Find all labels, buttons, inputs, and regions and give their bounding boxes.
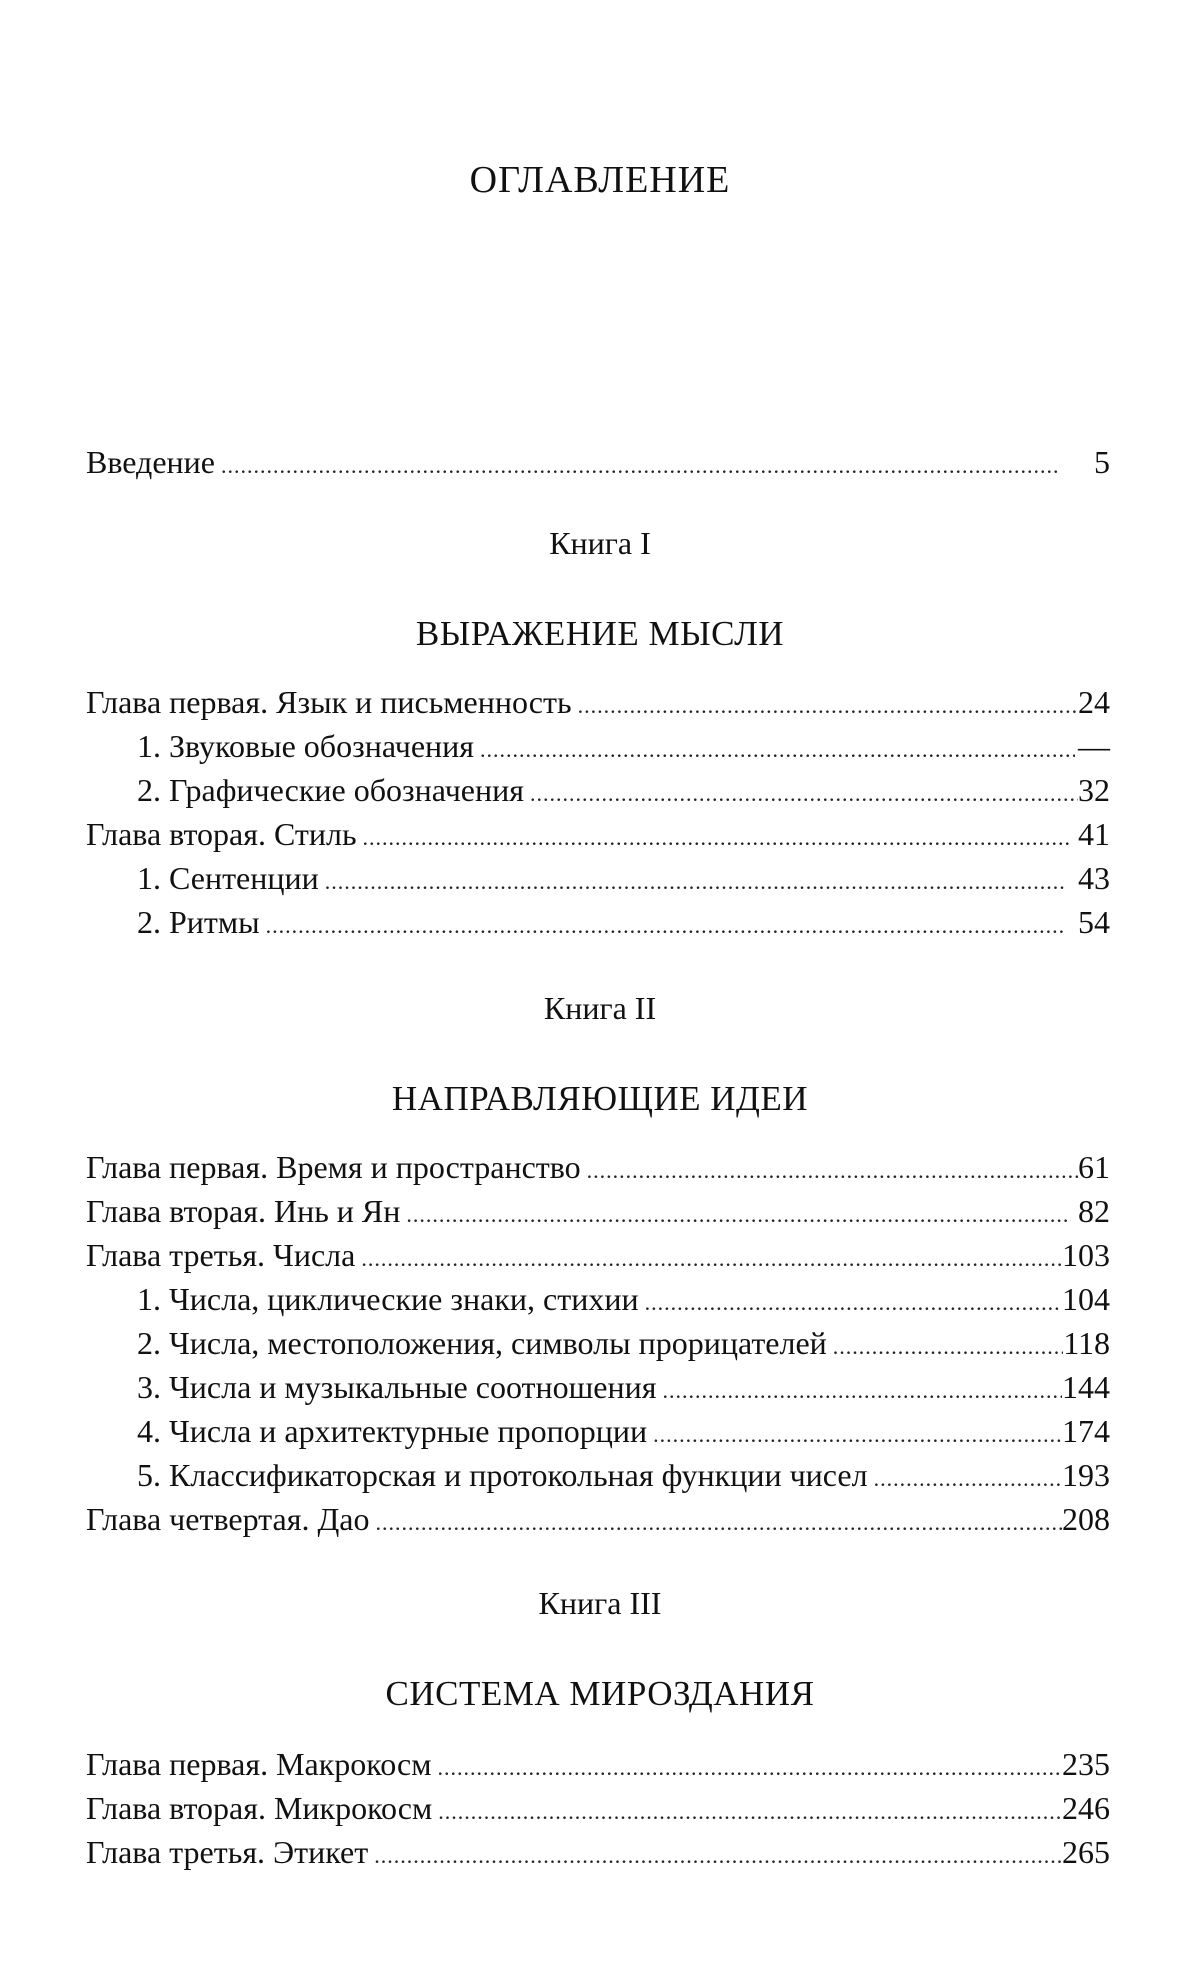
toc-page-number: 82 [1078,1193,1110,1229]
dot-leader [480,728,1075,772]
toc-entry[interactable] [0,1409,1200,1453]
toc-entry[interactable] [0,1786,1200,1830]
toc-page-number: 235 [1062,1746,1110,1782]
dot-leader [363,816,1069,860]
toc-page-number: 246 [1062,1790,1110,1826]
toc-page-number: 61 [1078,1149,1110,1185]
book-3-header [0,1585,1200,1714]
toc-entry-text: 4. Числа и архитектурные пропорции [137,1413,648,1449]
toc-page-number: 32 [1078,772,1110,808]
intro-entry-block [0,440,1200,484]
toc-entry[interactable] [0,768,1200,812]
page-title: ОГЛАВЛЕНИЕ [469,159,731,201]
toc-entry[interactable] [0,1321,1200,1365]
dot-leader [645,1281,1062,1325]
toc-page-number: 193 [1062,1457,1110,1493]
toc-entry-text: 3. Числа и музыкальные соотношения [137,1369,657,1405]
book-label: Книга III [538,1585,662,1621]
toc-page-number: — [1078,728,1110,764]
toc-entry[interactable] [0,1453,1200,1497]
toc-entry[interactable] [0,1233,1200,1277]
dot-leader [375,1501,1062,1545]
book-2-header [0,990,1200,1119]
toc-entry-text: Глава первая. Язык и письменность [86,684,572,720]
toc-entry-text: 1. Числа, циклические знаки, стихии [137,1281,639,1317]
toc-entry-text: Глава первая. Макрокосм [86,1746,432,1782]
toc-page-number: 208 [1062,1501,1110,1537]
book-title: ВЫРАЖЕНИЕ МЫСЛИ [415,614,785,653]
toc-entry-text: 1. Сентенции [137,860,319,896]
toc-entry[interactable] [0,1365,1200,1409]
toc-entry-text: Глава первая. Время и пространство [86,1149,581,1185]
toc-page-number: 54 [1078,904,1110,940]
book-title: СИСТЕМА МИРОЗДАНИЯ [385,1674,815,1713]
toc-entry-text: Глава вторая. Стиль [86,816,357,852]
toc-entry[interactable] [0,856,1200,900]
toc-entry-text: 1. Звуковые обозначения [137,728,475,764]
dot-leader [874,1457,1062,1501]
toc-entry-text: Введение [86,444,215,480]
book-title: НАПРАВЛЯЮЩИЕ ИДЕИ [391,1079,809,1118]
dot-leader [653,1413,1062,1457]
dot-leader [587,1149,1078,1193]
book-1-header [0,525,1200,654]
book-label: Книга II [543,990,657,1026]
dot-leader [406,1193,1071,1237]
dot-leader [578,684,1078,728]
dot-leader [221,444,1061,488]
toc-page-number: 43 [1078,860,1110,896]
dot-leader [833,1325,1063,1369]
toc-entry-text: 2. Ритмы [137,904,260,940]
toc-entry[interactable] [0,1830,1200,1874]
book-2-entries [0,1145,1200,1541]
dot-leader [530,772,1078,816]
toc-page-number: 24 [1078,684,1110,720]
toc-entry[interactable] [0,1742,1200,1786]
dot-leader [325,860,1067,904]
toc-entry[interactable] [0,724,1200,768]
toc-entry-intro[interactable] [0,440,1200,484]
toc-entry[interactable] [0,680,1200,724]
toc-page-number: 118 [1063,1325,1110,1361]
book-label: Книга I [549,525,651,561]
dot-leader [437,1746,1062,1790]
toc-entry-text: Глава третья. Числа [86,1237,356,1273]
toc-entry-text: Глава вторая. Микрокосм [86,1790,433,1826]
dot-leader [662,1369,1062,1413]
toc-page-number: 5 [1094,444,1110,480]
toc-entry[interactable] [0,1497,1200,1541]
toc-entry[interactable] [0,1277,1200,1321]
toc-entry-text: 2. Графические обозначения [137,772,524,808]
dot-leader [361,1237,1062,1281]
toc-entry[interactable] [0,812,1200,856]
toc-page-number: 103 [1062,1237,1110,1273]
toc-page-number: 144 [1062,1369,1110,1405]
toc-entry-text: 5. Классификаторская и протокольная функции чисел [137,1457,868,1493]
dot-leader [266,904,1064,948]
toc-page-number: 104 [1062,1281,1110,1317]
toc-page-number: 265 [1062,1834,1110,1870]
toc-entry-text: Глава третья. Этикет [86,1834,369,1870]
toc-entry-text: Глава вторая. Инь и Ян [86,1193,401,1229]
dot-leader [374,1834,1062,1878]
toc-entry-text: 2. Числа, местоположения, символы прорицателей [137,1325,827,1361]
toc-entry-text: Глава четвертая. Дао [86,1501,370,1537]
toc-page-number: 174 [1062,1413,1110,1449]
toc-entry[interactable] [0,1145,1200,1189]
book-3-entries [0,1742,1200,1874]
toc-entry[interactable] [0,900,1200,944]
toc-entry[interactable] [0,1189,1200,1233]
toc-page-number: 41 [1078,816,1110,852]
dot-leader [438,1790,1062,1834]
book-1-entries [0,680,1200,944]
